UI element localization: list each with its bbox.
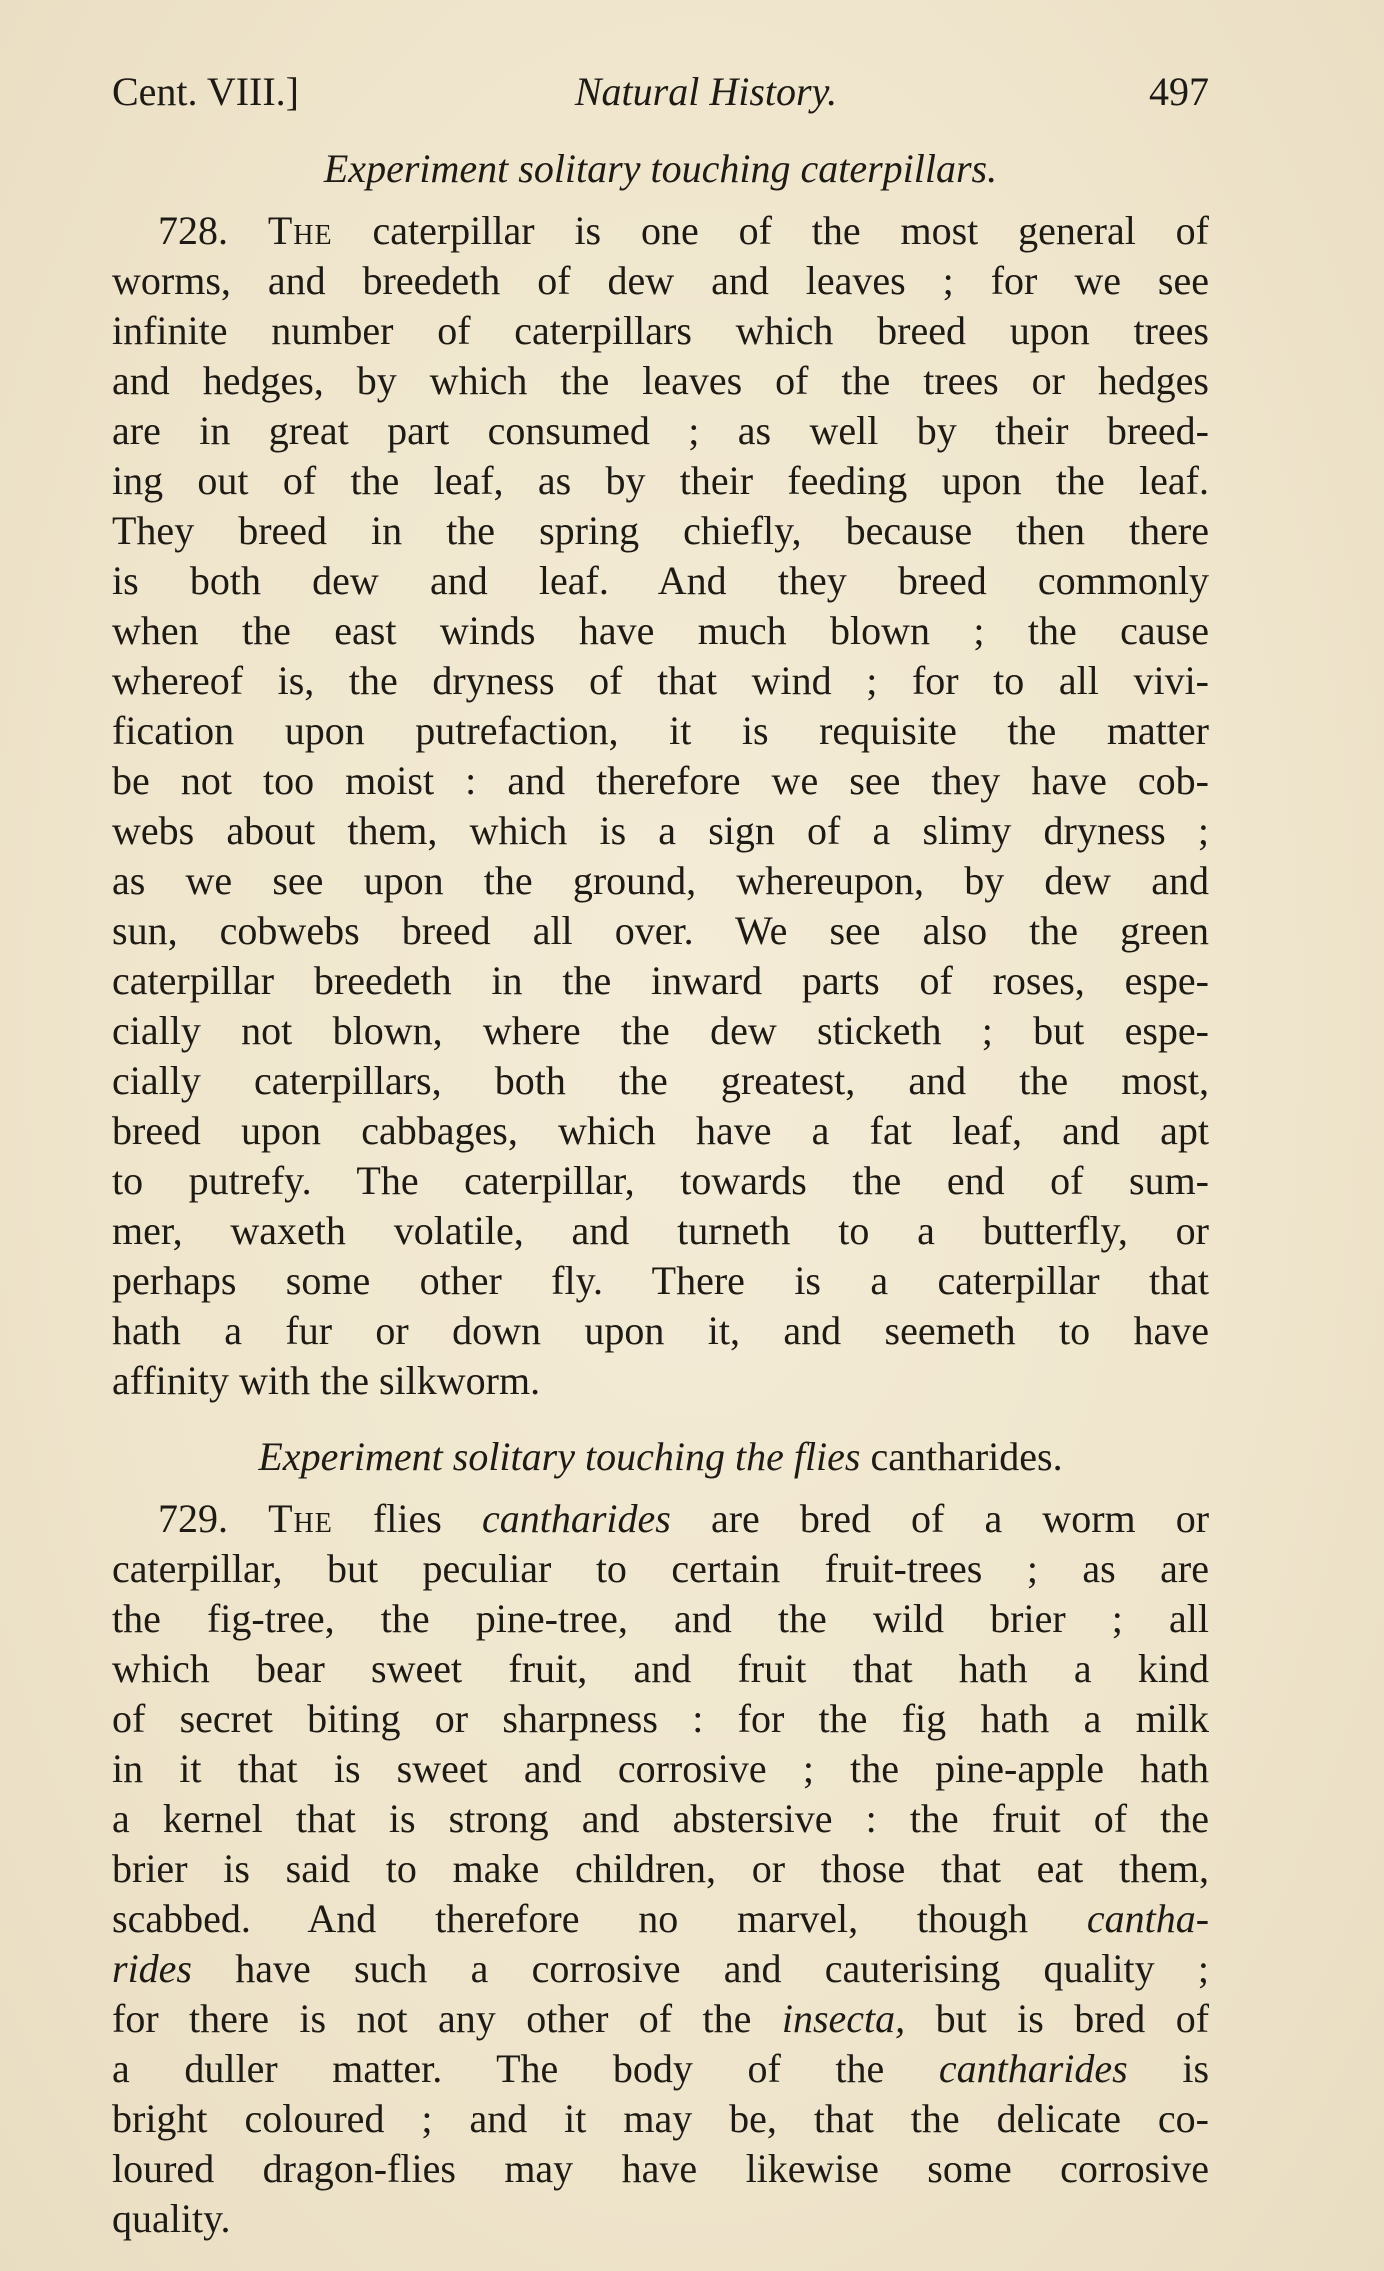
line-text: have such a corrosive and cauterising quality ;	[235, 1946, 1209, 1991]
text-line: fication upon putrefaction, it is requisite the matter	[112, 708, 1209, 753]
line-text: are bred of a worm or	[710, 1496, 1209, 1541]
text-line: the fig-tree, the pine-tree, and the wild brier ; all	[112, 1596, 1209, 1641]
text-line	[112, 1494, 1209, 1544]
text-line: worms, and breedeth of dew and leaves ; for we see	[112, 258, 1209, 303]
text-line: of secret biting or sharpness : for the fig hath a milk	[112, 1696, 1209, 1741]
text-line: webs about them, which is a sign of a slimy dryness ;	[112, 808, 1209, 853]
text-line	[112, 206, 1209, 256]
text-line: sun, cobwebs breed all over. We see also the green	[112, 908, 1209, 953]
text-line: be not too moist : and therefore we see they have cob-	[112, 758, 1209, 803]
text-line: when the east winds have much blown ; the cause	[112, 608, 1209, 653]
line-text: scabbed. And therefore no marvel, though	[112, 1896, 1029, 1941]
text-line: are in great part consumed ; as well by their breed-	[112, 408, 1209, 453]
section-heading-728: Experiment solitary touching caterpillars.	[323, 146, 998, 191]
text-line: affinity with the silkworm.	[112, 1358, 541, 1403]
text-line: caterpillar, but peculiar to certain fruit-trees ; as are	[112, 1546, 1209, 1591]
heading-italic: Experiment solitary touching the flies	[258, 1434, 861, 1479]
text-line: as we see upon the ground, whereupon, by dew and	[112, 858, 1209, 903]
italic-term: insecta,	[781, 1996, 906, 2041]
text-line	[112, 1944, 1209, 1994]
text-line	[112, 1894, 1209, 1944]
text-line: to putrefy. The caterpillar, towards the end of sum-	[112, 1158, 1209, 1203]
line-text: is	[1182, 2046, 1209, 2091]
italic-term: cantharides	[481, 1496, 671, 1541]
lead-word: The	[268, 1496, 333, 1541]
italic-term: rides	[112, 1946, 192, 1991]
paragraph-729	[112, 1494, 1209, 2244]
text-line: brier is said to make children, or those that eat them,	[112, 1846, 1209, 1891]
text-line: quality.	[112, 2196, 231, 2241]
text-line: cially caterpillars, both the greatest, and the most,	[112, 1058, 1209, 1103]
text-line: whereof is, the dryness of that wind ; for to all vivi-	[112, 658, 1209, 703]
text-line: hath a fur or down upon it, and seemeth to have	[112, 1308, 1209, 1353]
paragraph-number: 728.	[158, 208, 228, 253]
text-line: cially not blown, where the dew sticketh ; but espe-	[112, 1008, 1209, 1053]
text-line: bright coloured ; and it may be, that the delicate co-	[112, 2096, 1209, 2141]
text-line: which bear sweet fruit, and fruit that hath a kind	[112, 1646, 1209, 1691]
heading-roman: cantharides.	[870, 1434, 1063, 1479]
line-text: but is bred of	[935, 1996, 1209, 2041]
text-line: mer, waxeth volatile, and turneth to a butterfly, or	[112, 1208, 1209, 1253]
line-text: a duller matter. The body of the	[112, 2046, 885, 2091]
running-head-title: Natural History.	[574, 69, 838, 114]
lead-word: The	[267, 208, 333, 253]
text-line: They breed in the spring chiefly, because then there	[112, 508, 1209, 553]
running-head-left: Cent. VIII.]	[112, 69, 299, 114]
line-text: for there is not any other of the	[112, 1996, 752, 2041]
text-line: loured dragon-flies may have likewise some corrosive	[112, 2146, 1209, 2191]
text-line: is both dew and leaf. And they breed commonly	[112, 558, 1209, 603]
text-line: in it that is sweet and corrosive ; the pine-apple hath	[112, 1746, 1209, 1791]
paragraph-number: 729.	[158, 1496, 228, 1541]
running-head	[112, 60, 1209, 124]
text-line: and hedges, by which the leaves of the trees or hedges	[112, 358, 1209, 403]
line-text: caterpillar is one of the most general of	[372, 208, 1209, 253]
text-line	[112, 1994, 1209, 2044]
page-number: 497	[1148, 69, 1209, 114]
text-line: breed upon cabbages, which have a fat leaf, and apt	[112, 1108, 1209, 1153]
text-line: ing out of the leaf, as by their feeding upon the leaf.	[112, 458, 1209, 503]
text-line: a kernel that is strong and abstersive : the fruit of the	[112, 1796, 1209, 1841]
paragraph-728	[112, 206, 1209, 1406]
italic-term: cantharides	[938, 2046, 1128, 2091]
section-heading-729	[112, 1432, 1209, 1482]
text-line	[112, 2044, 1209, 2094]
italic-term: cantha-	[1086, 1896, 1209, 1941]
text-line: perhaps some other fly. There is a caterpillar that	[112, 1258, 1209, 1303]
text-line: caterpillar breedeth in the inward parts of roses, espe-	[112, 958, 1209, 1003]
text-line: infinite number of caterpillars which breed upon trees	[112, 308, 1209, 353]
line-text: flies	[372, 1496, 442, 1541]
